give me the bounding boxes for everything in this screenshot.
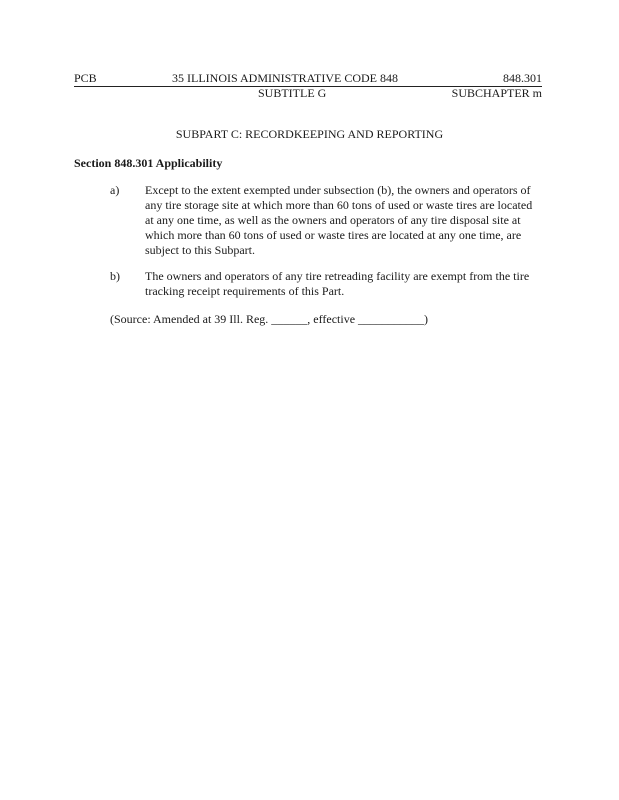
header-code-title: 35 ILLINOIS ADMINISTRATIVE CODE 848 [172, 71, 398, 85]
header-subtitle: SUBTITLE G [258, 86, 327, 100]
subsection-label: a) [110, 183, 120, 197]
subpart-title: SUBPART C: RECORDKEEPING AND REPORTING [175, 127, 444, 141]
running-subheader [74, 86, 542, 101]
text-line: subject to this Subpart. [145, 243, 255, 257]
subsection-text [145, 269, 542, 299]
text-line: at any one time, as well as the owners and operators of any tire disposal site at [145, 213, 521, 227]
section-heading: Section 848.301 Applicability [74, 156, 223, 170]
source-note: (Source: Amended at 39 Ill. Reg. ______, effective ___________) [110, 312, 429, 326]
text-line: which more than 60 tons of used or waste tires are located at any one time, are [145, 228, 522, 242]
running-header [74, 71, 542, 87]
header-section-number: 848.301 [503, 71, 542, 85]
header-agency: PCB [74, 71, 97, 85]
text-line: tracking receipt requirements of this Part. [145, 284, 345, 298]
text-line: Except to the extent exempted under subsection (b), the owners and operators of [145, 183, 531, 197]
text-line: The owners and operators of any tire retreading facility are exempt from the tire [145, 269, 530, 283]
header-subchapter: SUBCHAPTER m [451, 86, 542, 100]
subsection-text [145, 183, 542, 258]
text-line: any tire storage site at which more than 60 tons of used or waste tires are located [145, 198, 533, 212]
subsection-label: b) [110, 269, 120, 283]
